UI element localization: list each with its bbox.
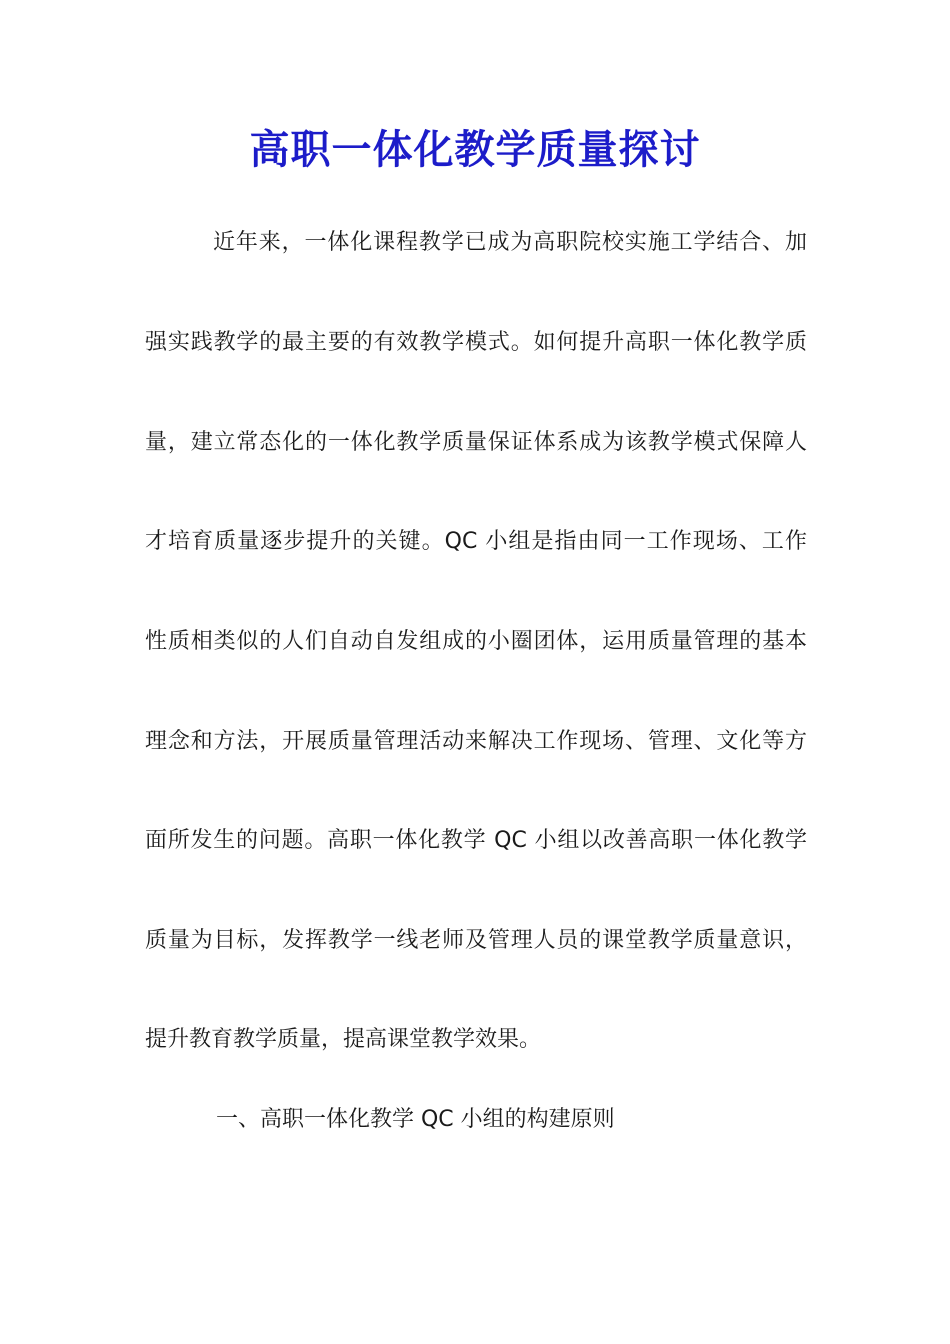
document-title: 高职一体化教学质量探讨 xyxy=(249,126,701,173)
paragraph-line: 面所发生的问题。高职一体化教学 QC 小组以改善高职一体化教学 xyxy=(145,828,807,853)
paragraph-line: 提升教育教学质量，提高课堂教学效果。 xyxy=(145,1027,542,1052)
paragraph-line: 强实践教学的最主要的有效教学模式。如何提升高职一体化教学质 xyxy=(145,330,807,355)
section-heading: 一、高职一体化教学 QC 小组的构建原则 xyxy=(216,1107,615,1132)
paragraph-line: 理念和方法，开展质量管理活动来解决工作现场、管理、文化等方 xyxy=(145,729,807,754)
paragraph-line: 近年来，一体化课程教学已成为高职院校实施工学结合、加 xyxy=(213,230,807,255)
paragraph-line: 性质相类似的人们自动自发组成的小圈团体，运用质量管理的基本 xyxy=(145,629,807,654)
paragraph-line: 质量为目标，发挥教学一线老师及管理人员的课堂教学质量意识， xyxy=(145,928,807,953)
paragraph-line: 量，建立常态化的一体化教学质量保证体系成为该教学模式保障人 xyxy=(145,430,807,455)
paragraph-line: 才培育质量逐步提升的关键。QC 小组是指由同一工作现场、工作 xyxy=(145,529,807,554)
